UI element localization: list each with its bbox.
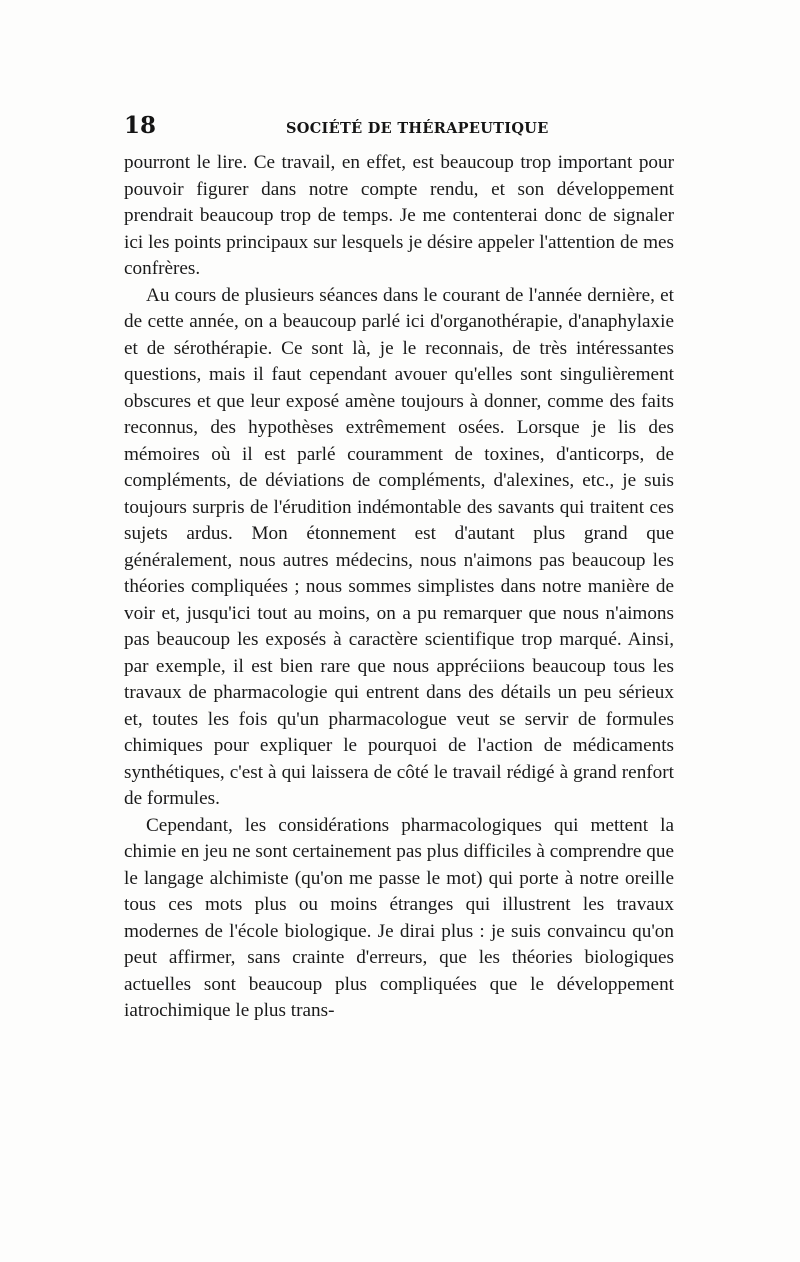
paragraph: Cependant, les considérations pharmacologiques qui mettent la chimie en jeu ne sont certainement pas plus difficiles à comprendre que le langage alchimiste (qu'on me passe le mot) qui porte à notre oreille tous ces mots plus ou moins étranges qui illustrent les travaux modernes de l'école biologique. Je dirai plus : je suis convaincu qu'on peut affirmer, sans crainte d'erreurs, que les théories biologiques actuelles sont beaucoup plus compliquées que le développement iatrochimique le plus trans- <box>124 814 674 1021</box>
paragraph: Au cours de plusieurs séances dans le courant de l'année dernière, et de cette année, on a beaucoup parlé ici d'organothérapie, d'anaphylaxie et de sérothérapie. Ce sont là, je le reconnais, de très intéressantes questions, mais il faut cependant avouer qu'elles sont singulièrement obscures et que leur exposé amène toujours à donner, comme des faits reconnus, des hypothèses extrêmement osées. Lorsque je lis des mémoires où il est parlé couramment de toxines, d'anticorps, de compléments, de déviations de compléments, d'alexines, etc., je suis toujours surpris de l'érudition indémontable des savants qui traitent ces sujets ardus. Mon étonnement est d'autant plus grand que généralement, nous autres médecins, nous n'aimons pas beaucoup les théories compliquées ; nous sommes simplistes dans notre manière de voir et, jusqu'ici tout au moins, on a pu remarquer que nous n'aimons pas beaucoup les exposés à caractère scientifique trop marqué. Ainsi, par exemple, il est bien rare que nous appréciions beaucoup tous les travaux de pharmacologie qui entrent dans des détails un peu sérieux et, toutes les fois qu'un pharmacologue veut se servir de formules chimiques pour expliquer le pourquoi de l'action de médicaments synthétiques, c'est à qui laissera de côté le travail rédigé à grand renfort de formules. <box>124 284 674 809</box>
page-number: 18 <box>124 112 157 139</box>
page-header <box>124 112 676 142</box>
running-title: SOCIÉTÉ DE THÉRAPEUTIQUE <box>286 120 549 137</box>
paragraph-continuation: pourront le lire. Ce travail, en effet, est beaucoup trop important pour pouvoir figurer dans notre compte rendu, et son développement prendrait beaucoup trop de temps. Je me contenterai donc de signaler ici les points principaux sur lesquels je désire appeler l'attention de mes confrères. <box>124 152 674 279</box>
body-text <box>124 150 674 1025</box>
